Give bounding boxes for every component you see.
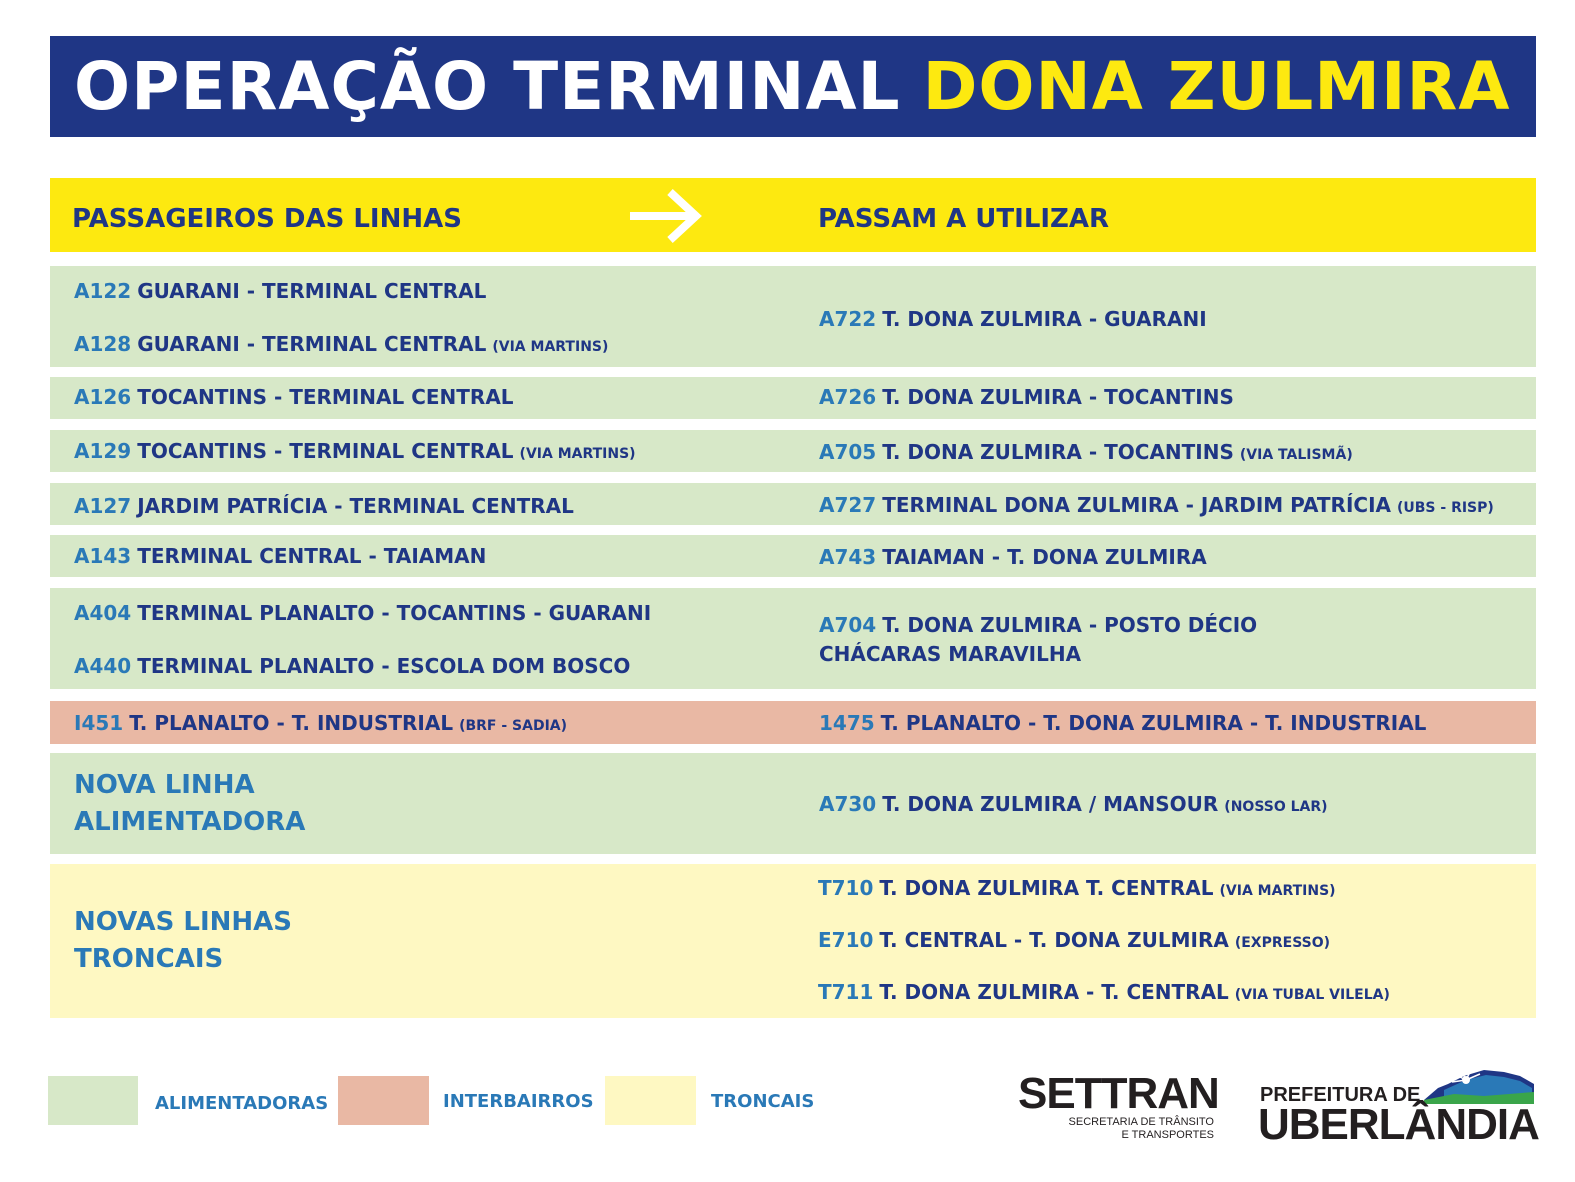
line-note: (VIA TALISMÃ) xyxy=(1239,447,1353,463)
legend-label-alimentadoras: ALIMENTADORAS xyxy=(155,1093,329,1114)
line-name: T. DONA ZULMIRA - TOCANTINS xyxy=(882,440,1234,464)
page-title-highlight: DONA ZULMIRA xyxy=(922,48,1511,125)
line-name: GUARANI - TERMINAL CENTRAL xyxy=(137,279,487,303)
line-name: TAIAMAN - T. DONA ZULMIRA xyxy=(882,545,1207,569)
new-line-continued xyxy=(819,642,1081,666)
line-code: A129 xyxy=(74,439,132,463)
line-name: TERMINAL DONA ZULMIRA - JARDIM PATRÍCIA xyxy=(882,493,1391,517)
line-name: T. CENTRAL - T. DONA ZULMIRA xyxy=(879,928,1229,952)
settran-subtitle-2: E TRANSPORTES xyxy=(1121,1129,1214,1141)
line-note: (NOSSO LAR) xyxy=(1224,799,1328,815)
settran-name: SETTRAN xyxy=(1018,1069,1219,1118)
legend-swatch-troncais xyxy=(605,1076,696,1125)
line-code: A722 xyxy=(819,307,877,331)
page-title: OPERAÇÃO TERMINAL xyxy=(74,48,901,125)
table-row xyxy=(50,753,1536,854)
header-right-label: PASSAM A UTILIZAR xyxy=(818,204,1110,234)
line-code: A143 xyxy=(74,544,132,568)
line-name: TERMINAL CENTRAL - TAIAMAN xyxy=(137,544,487,568)
row-label: NOVA LINHA xyxy=(74,770,255,800)
old-line xyxy=(74,654,630,678)
table-row xyxy=(50,483,1536,525)
new-line xyxy=(818,980,1390,1007)
old-line xyxy=(74,439,636,466)
new-line xyxy=(819,545,1207,569)
legend-label-interbairros: INTERBAIRROS xyxy=(443,1091,594,1112)
line-name: JARDIM PATRÍCIA - TERMINAL CENTRAL xyxy=(137,494,574,518)
table-row xyxy=(50,377,1536,419)
column-header xyxy=(50,178,1536,252)
old-line xyxy=(74,332,608,359)
line-name: T. DONA ZULMIRA - TOCANTINS xyxy=(882,385,1234,409)
new-line xyxy=(819,385,1234,409)
line-name: TOCANTINS - TERMINAL CENTRAL xyxy=(137,385,514,409)
line-code: A726 xyxy=(819,385,877,409)
arrow-right-icon xyxy=(628,187,704,245)
old-line xyxy=(74,494,574,518)
line-code: A727 xyxy=(819,493,877,517)
legend-swatch-alimentadoras xyxy=(48,1076,138,1125)
line-code: I451 xyxy=(74,711,124,735)
legend-label-troncais: TRONCAIS xyxy=(711,1091,815,1112)
line-code: A126 xyxy=(74,385,132,409)
old-line xyxy=(74,385,514,409)
table-row xyxy=(50,701,1536,744)
legend-swatch-interbairros xyxy=(338,1076,429,1125)
line-note: (VIA TUBAL VILELA) xyxy=(1234,987,1390,1003)
line-code: A127 xyxy=(74,494,132,518)
line-code: T711 xyxy=(818,980,874,1004)
row-label: NOVAS LINHAS xyxy=(74,907,293,937)
line-name: TOCANTINS - TERMINAL CENTRAL xyxy=(137,439,514,463)
line-code: E710 xyxy=(818,928,874,952)
line-name: TERMINAL PLANALTO - TOCANTINS - GUARANI xyxy=(137,601,652,625)
line-name: TERMINAL PLANALTO - ESCOLA DOM BOSCO xyxy=(137,654,631,678)
line-name: T. DONA ZULMIRA - POSTO DÉCIO xyxy=(882,613,1258,637)
line-code: T710 xyxy=(818,876,874,900)
settran-subtitle-1: SECRETARIA DE TRÂNSITO xyxy=(1068,1116,1214,1128)
line-note: (VIA MARTINS) xyxy=(492,339,609,355)
old-line xyxy=(74,601,651,625)
table-row xyxy=(50,864,1536,1018)
new-line xyxy=(819,440,1353,467)
table-row xyxy=(50,430,1536,472)
line-code: A404 xyxy=(74,601,132,625)
new-line xyxy=(819,493,1494,520)
line-code: A704 xyxy=(819,613,877,637)
old-line xyxy=(74,279,486,303)
page-title-banner xyxy=(50,36,1536,137)
line-name: T. DONA ZULMIRA / MANSOUR xyxy=(882,792,1219,816)
new-line xyxy=(819,711,1426,735)
row-label: TRONCAIS xyxy=(74,944,224,974)
line-code: 1475 xyxy=(819,711,875,735)
prefeitura-city: UBERLÂNDIA xyxy=(1258,1100,1539,1149)
line-code: A128 xyxy=(74,332,132,356)
line-name: T. PLANALTO - T. DONA ZULMIRA - T. INDUSTRIAL xyxy=(880,711,1427,735)
line-name: GUARANI - TERMINAL CENTRAL xyxy=(137,332,487,356)
line-name: CHÁCARAS MARAVILHA xyxy=(819,642,1082,666)
header-left-label: PASSAGEIROS DAS LINHAS xyxy=(72,204,462,234)
new-line xyxy=(818,876,1336,903)
line-name: T. PLANALTO - T. INDUSTRIAL xyxy=(129,711,454,735)
line-code: A440 xyxy=(74,654,132,678)
line-name: T. DONA ZULMIRA - T. CENTRAL xyxy=(879,980,1229,1004)
new-line xyxy=(819,792,1328,819)
settran-logo xyxy=(1018,1069,1219,1142)
line-name: T. DONA ZULMIRA - GUARANI xyxy=(882,307,1207,331)
line-note: (VIA MARTINS) xyxy=(519,446,636,462)
line-code: A122 xyxy=(74,279,132,303)
line-note: (EXPRESSO) xyxy=(1234,935,1331,951)
line-note: (VIA MARTINS) xyxy=(1219,883,1336,899)
row-label: ALIMENTADORA xyxy=(74,807,306,837)
line-note: (UBS - RISP) xyxy=(1396,500,1494,516)
line-name: T. DONA ZULMIRA T. CENTRAL xyxy=(879,876,1214,900)
line-note: (BRF - SADIA) xyxy=(459,718,568,734)
new-line xyxy=(818,928,1330,955)
line-code: A743 xyxy=(819,545,877,569)
line-code: A705 xyxy=(819,440,877,464)
new-line xyxy=(819,307,1207,331)
table-row xyxy=(50,588,1536,689)
table-row xyxy=(50,266,1536,367)
old-line xyxy=(74,711,567,738)
table-row xyxy=(50,535,1536,577)
old-line xyxy=(74,544,486,568)
new-line xyxy=(819,613,1257,637)
prefeitura-label: PREFEITURA DE xyxy=(1260,1084,1421,1106)
line-code: A730 xyxy=(819,792,877,816)
